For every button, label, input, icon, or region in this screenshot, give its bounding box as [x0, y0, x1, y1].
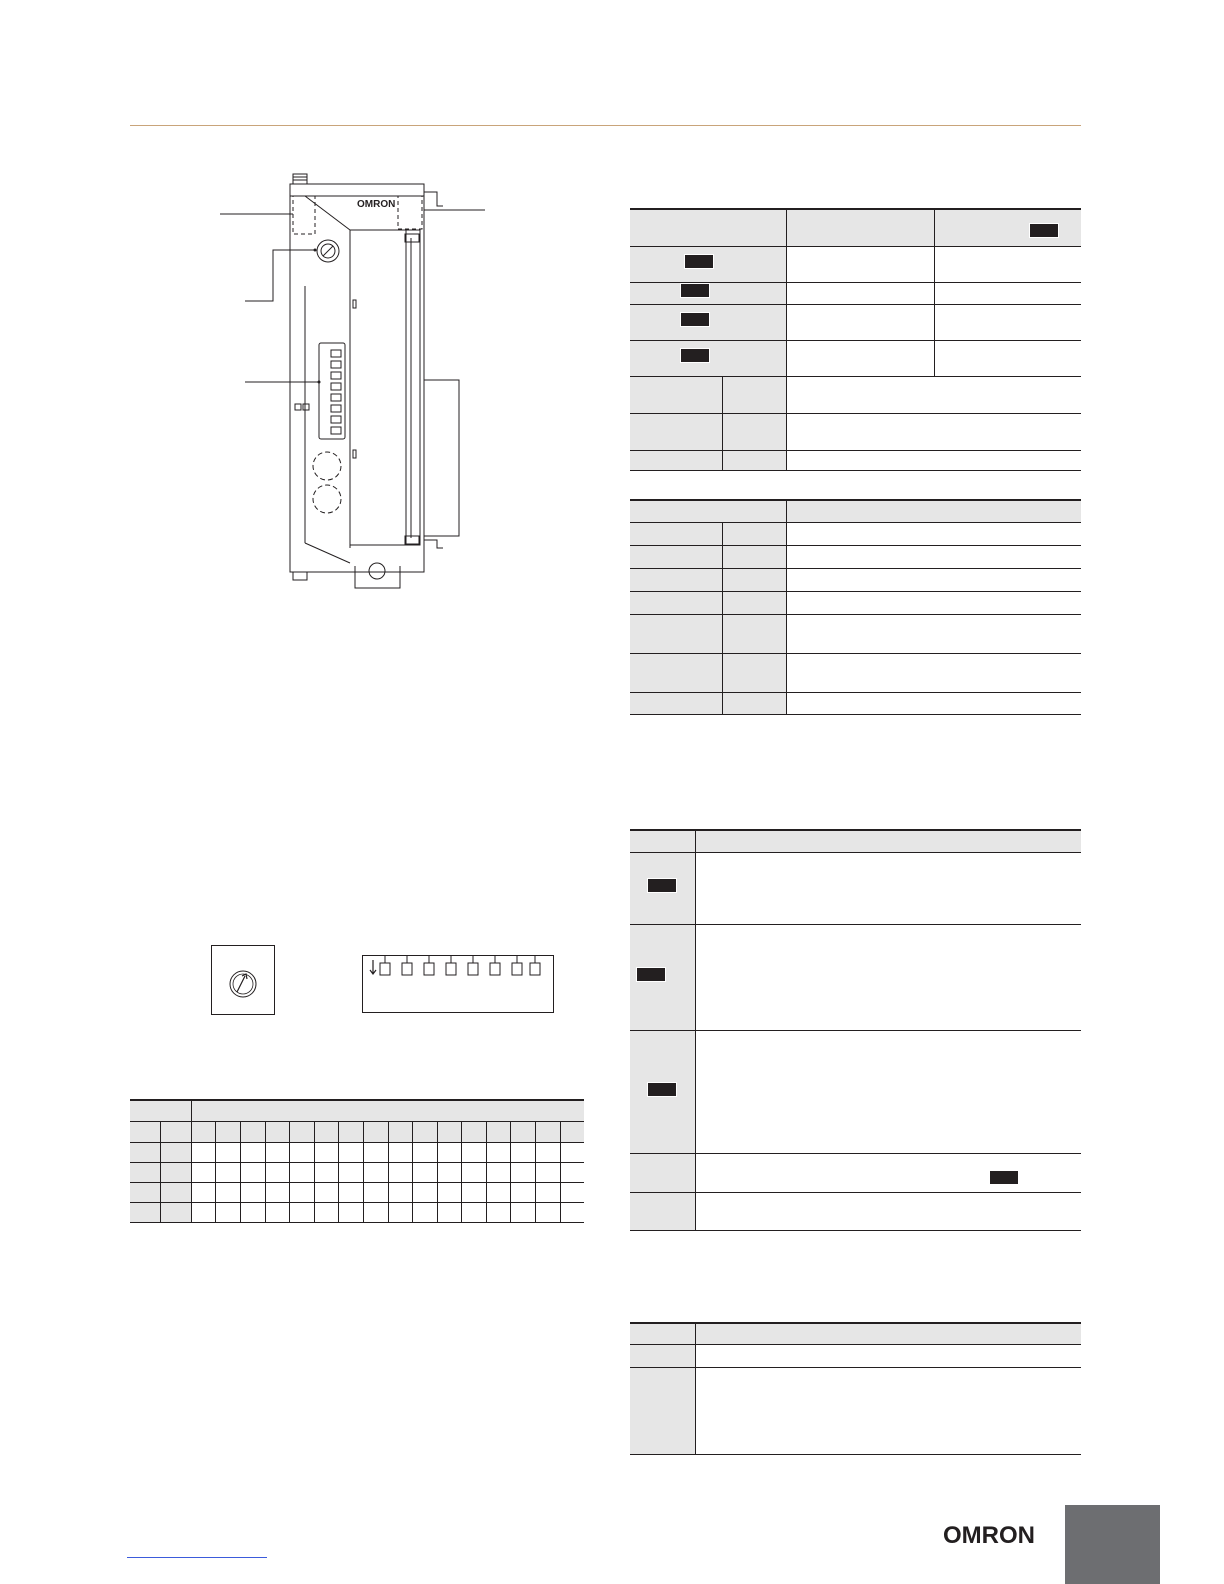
note-badge [680, 348, 710, 363]
note-badge [647, 1082, 677, 1097]
note-badge [680, 312, 710, 327]
rotary-switch-diagram [211, 945, 275, 1015]
note-badge [989, 1170, 1019, 1185]
dip-switch-diagram [362, 955, 554, 1013]
unit-front-view-drawing [215, 168, 495, 598]
note-badge [1029, 223, 1059, 238]
table-3 [630, 829, 1081, 1231]
note-badge [647, 878, 677, 893]
table-4 [630, 1322, 1081, 1455]
footer-link[interactable] [127, 1557, 267, 1558]
note-badge [684, 254, 714, 269]
dip-switch-icon [363, 956, 553, 1012]
table-2 [630, 499, 1081, 715]
header-rule [130, 125, 1081, 126]
note-badge [680, 283, 710, 298]
omron-logo: OMRON [943, 1522, 1035, 1549]
page-tab [1065, 1505, 1160, 1584]
unit-logo: OMRON [357, 199, 396, 210]
note-badge [636, 967, 666, 982]
rotary-switch-icon [212, 946, 274, 1014]
table-1 [630, 208, 1081, 471]
switch-setting-table [130, 1099, 584, 1223]
